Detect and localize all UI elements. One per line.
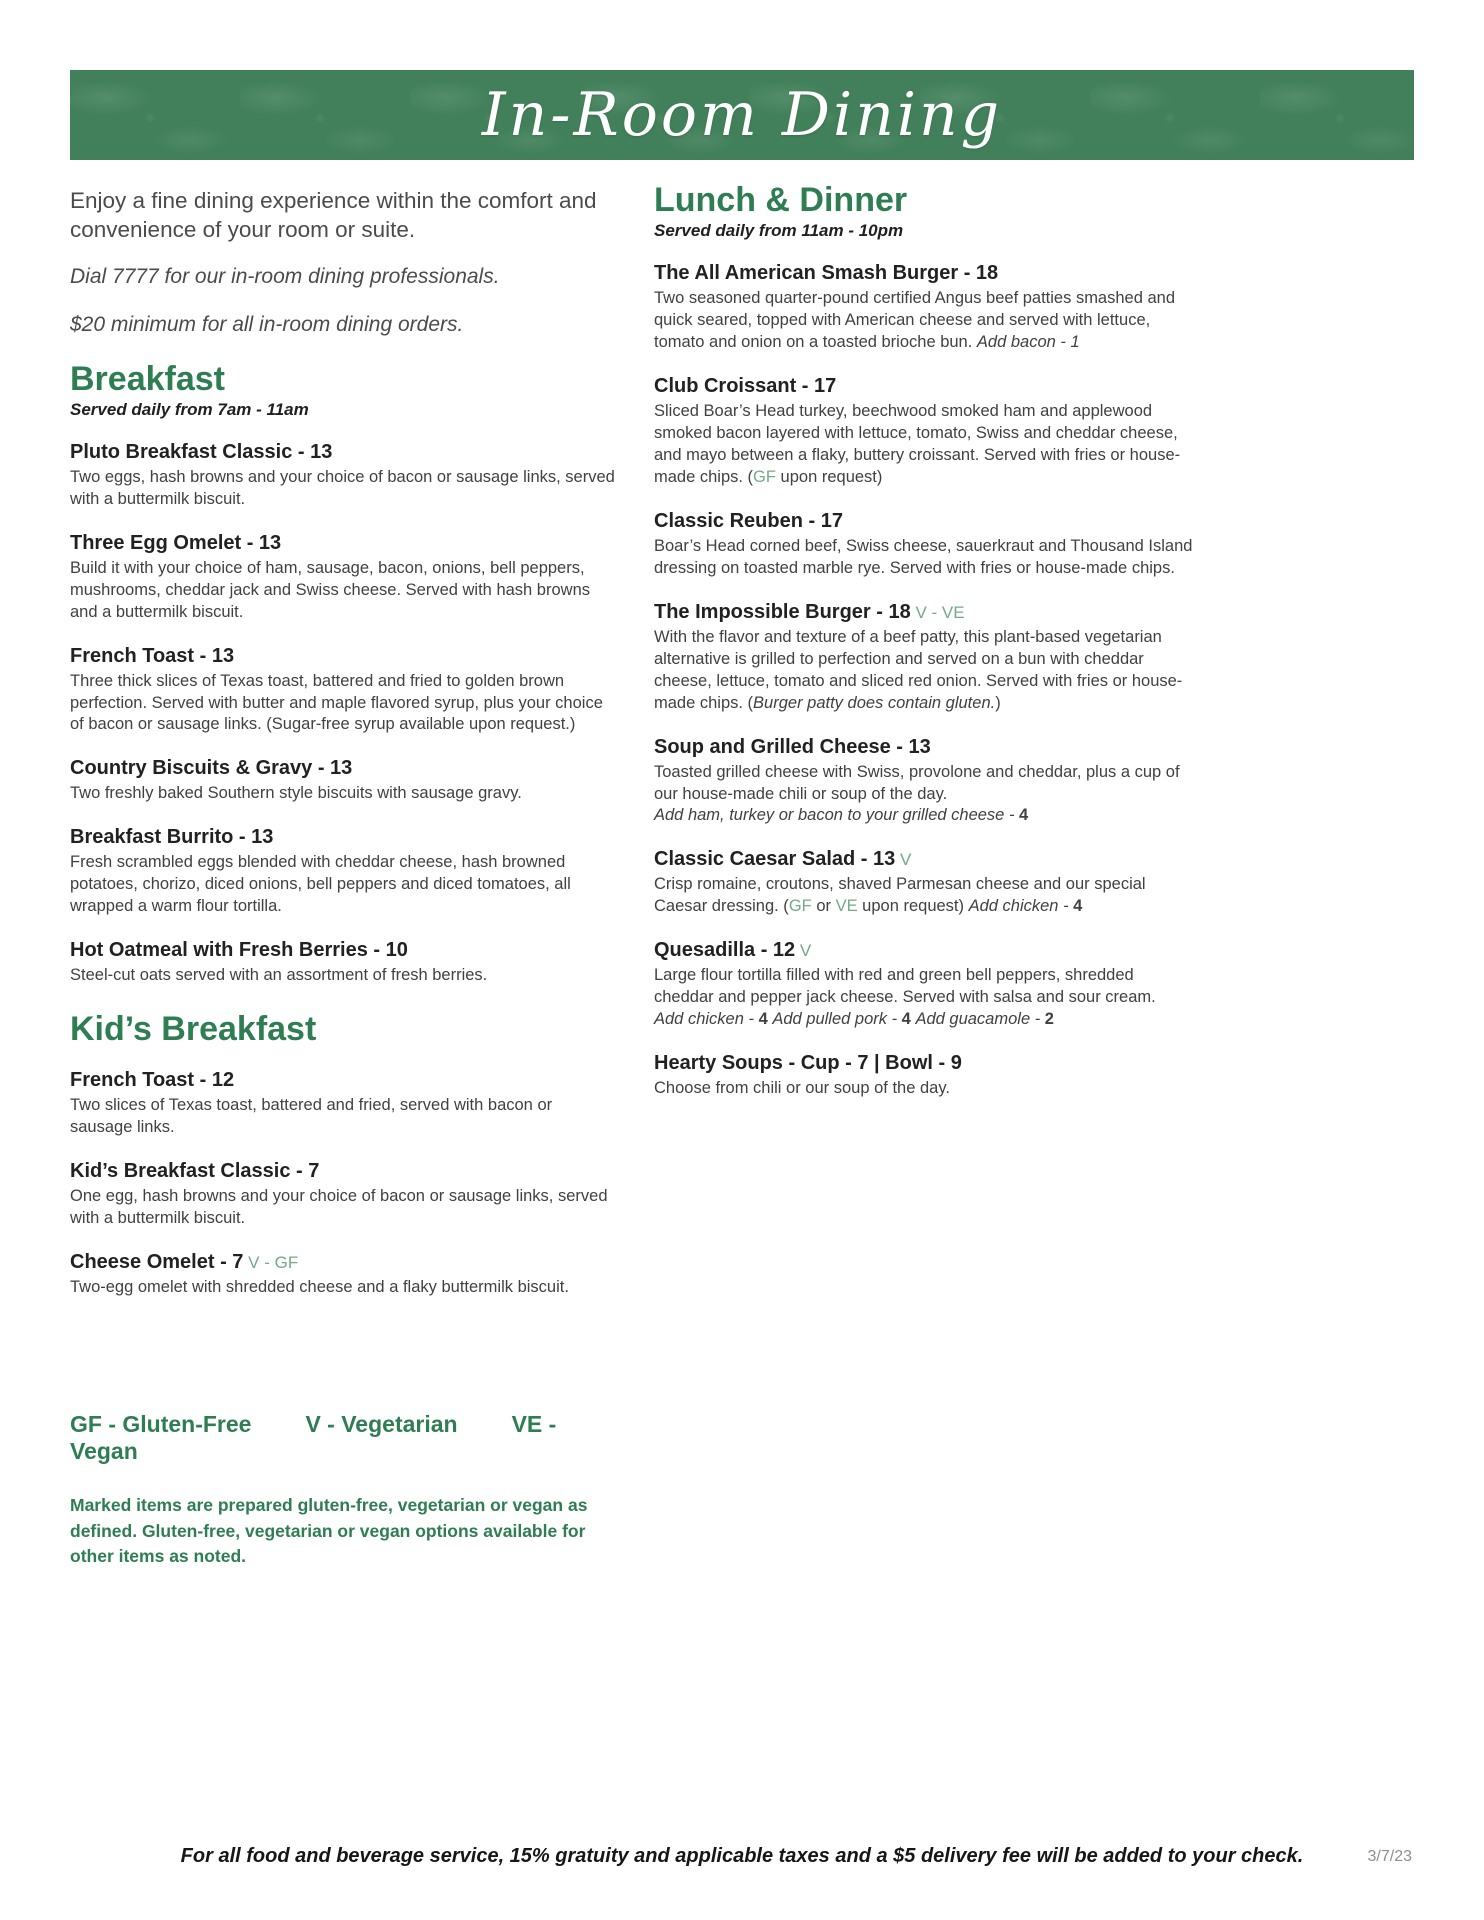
menu-item — [654, 510, 1194, 580]
section-title-breakfast: Breakfast — [70, 359, 225, 398]
item-name: Pluto Breakfast Classic - 13 — [70, 440, 333, 463]
item-description: Two eggs, hash browns and your choice of bacon or sausage links, served with a buttermilk biscuit. — [70, 467, 615, 508]
menu-item — [70, 1251, 618, 1299]
item-name: Hearty Soups - Cup - 7 | Bowl - 9 — [654, 1052, 962, 1075]
item-description: Three thick slices of Texas toast, battered and fried to golden brown perfection. Served with butter and maple flavored syrup, plus your choice of bacon or sausage links. (Sugar-free syrup available upon request.) — [70, 671, 603, 734]
item-name: Classic Reuben - 17 — [654, 509, 843, 532]
item-description: Build it with your choice of ham, sausage, bacon, onions, bell peppers, mushrooms, cheddar jack and Swiss cheese. Served with hash browns and a buttermilk biscuit. — [70, 558, 590, 621]
item-name: Cheese Omelet - 7 V - GF — [70, 1251, 299, 1274]
section-hours-lunch-dinner: Served daily from 11am - 10pm — [654, 221, 904, 241]
item-description: Sliced Boar’s Head turkey, beechwood smoked ham and applewood smoked bacon layered with lettuce, tomato, Swiss and cheddar cheese, and mayo between a flaky, buttery croissant. Served with fries or house-made chips. (GF upon request) — [654, 402, 1181, 487]
legend-vegan: VE - Vegan — [70, 1411, 557, 1465]
item-description: Two seasoned quarter-pound certified Angus beef patties smashed and quick seared, topped with American cheese and served with lettuce, tomato and onion on a toasted brioche bun. Add bacon - 1 — [654, 289, 1176, 352]
breakfast-items — [70, 441, 618, 987]
item-description: Fresh scrambled eggs blended with cheddar cheese, hash browned potatoes, chorizo, diced onions, bell peppers and diced tomatoes, all wrapped a warm flour tortilla. — [70, 853, 571, 916]
item-description: One egg, hash browns and your choice of bacon or sausage links, served with a buttermilk biscuit. — [70, 1187, 608, 1228]
menu-item — [70, 826, 618, 918]
menu-item — [654, 601, 1194, 715]
item-name: French Toast - 12 — [70, 1069, 235, 1092]
item-name: French Toast - 13 — [70, 644, 235, 667]
kids-breakfast-items — [70, 1069, 618, 1299]
dial-instruction: Dial 7777 for our in-room dining professionals. — [70, 264, 500, 288]
legend-note: Marked items are prepared gluten-free, vegetarian or vegan as defined. Gluten-free, vegetarian or vegan options available for other items as noted. — [70, 1495, 588, 1566]
item-description: With the flavor and texture of a beef patty, this plant-based vegetarian alternative is grilled to perfection and served on a bun with cheddar cheese, lettuce, tomato and sliced red onion. Served with fries or house-made chips. (Burger patty does contain gluten.) — [654, 627, 1183, 712]
lunch-dinner-items — [654, 262, 1194, 1100]
item-name: Soup and Grilled Cheese - 13 — [654, 735, 931, 758]
minimum-order-note: $20 minimum for all in-room dining orders. — [70, 312, 464, 336]
footer — [0, 1845, 1484, 1868]
item-description: Toasted grilled cheese with Swiss, provolone and cheddar, plus a cup of our house-made chili or soup of the day. Add ham, turkey or bacon to your grilled cheese - 4 — [654, 762, 1180, 825]
item-diet-tag: V — [795, 941, 812, 961]
revision-date: 3/7/23 — [1367, 1848, 1412, 1865]
item-name: Kid’s Breakfast Classic - 7 — [70, 1160, 320, 1183]
menu-item — [70, 441, 618, 511]
item-name: Breakfast Burrito - 13 — [70, 826, 274, 849]
legend-vegetarian: V - Vegetarian — [305, 1411, 458, 1438]
section-hours-breakfast: Served daily from 7am - 11am — [70, 399, 309, 419]
item-description: Two freshly baked Southern style biscuits with sausage gravy. — [70, 784, 522, 803]
menu-content — [70, 182, 1414, 1587]
item-name: Quesadilla - 12 V — [654, 939, 812, 962]
right-column — [654, 182, 1194, 1100]
item-description: Steel-cut oats served with an assortment of fresh berries. — [70, 966, 488, 985]
section-title-kids-breakfast: Kid’s Breakfast — [70, 1010, 317, 1049]
item-diet-tag: V — [895, 850, 912, 870]
item-description: Two slices of Texas toast, battered and fried, served with bacon or sausage links. — [70, 1096, 553, 1137]
item-diet-tag: V - VE — [910, 602, 965, 622]
legend-tags — [70, 1411, 618, 1465]
menu-banner — [70, 70, 1414, 160]
item-name: Classic Caesar Salad - 13 V — [654, 848, 912, 871]
menu-title: In-Room Dining — [481, 80, 1003, 150]
menu-item — [70, 1160, 618, 1230]
item-name: The All American Smash Burger - 18 — [654, 262, 999, 285]
menu-item — [70, 1069, 618, 1139]
item-name: The Impossible Burger - 18 V - VE — [654, 600, 965, 623]
left-column — [70, 182, 618, 1587]
item-name: Three Egg Omelet - 13 — [70, 531, 282, 554]
menu-item — [654, 1052, 1194, 1100]
menu-item — [70, 645, 618, 737]
item-description: Crisp romaine, croutons, shaved Parmesan cheese and our special Caesar dressing. (GF or VE upon request) Add chicken - 4 — [654, 875, 1146, 916]
legend-gluten-free: GF - Gluten-Free — [70, 1411, 252, 1438]
item-description: Large flour tortilla filled with red and green bell peppers, shredded cheddar and pepper jack cheese. Served with salsa and sour cream. Add chicken - 4 Add pulled pork - 4 Add guacamole - 2 — [654, 966, 1156, 1029]
menu-item — [654, 848, 1194, 918]
intro-text: Enjoy a fine dining experience within the comfort and convenience of your room or suite. — [70, 188, 597, 243]
item-description: Two-egg omelet with shredded cheese and a flaky buttermilk biscuit. — [70, 1278, 569, 1297]
menu-item — [654, 375, 1194, 489]
menu-item — [70, 939, 618, 987]
menu-item — [654, 939, 1194, 1031]
menu-item — [70, 757, 618, 805]
menu-item — [70, 532, 618, 624]
item-name: Club Croissant - 17 — [654, 375, 837, 398]
item-name: Hot Oatmeal with Fresh Berries - 10 — [70, 939, 408, 962]
menu-item — [654, 736, 1194, 828]
gratuity-notice: For all food and beverage service, 15% gratuity and applicable taxes and a $5 delivery fee will be added to your check. — [180, 1845, 1304, 1867]
item-diet-tag: V - GF — [243, 1253, 299, 1273]
menu-item — [654, 262, 1194, 354]
dietary-legend — [70, 1411, 618, 1569]
item-description: Boar’s Head corned beef, Swiss cheese, sauerkraut and Thousand Island dressing on toasted marble rye. Served with fries or house-made chips. — [654, 536, 1193, 577]
item-description: Choose from chili or our soup of the day. — [654, 1079, 950, 1098]
item-name: Country Biscuits & Gravy - 13 — [70, 757, 353, 780]
section-title-lunch-dinner: Lunch & Dinner — [654, 181, 908, 219]
